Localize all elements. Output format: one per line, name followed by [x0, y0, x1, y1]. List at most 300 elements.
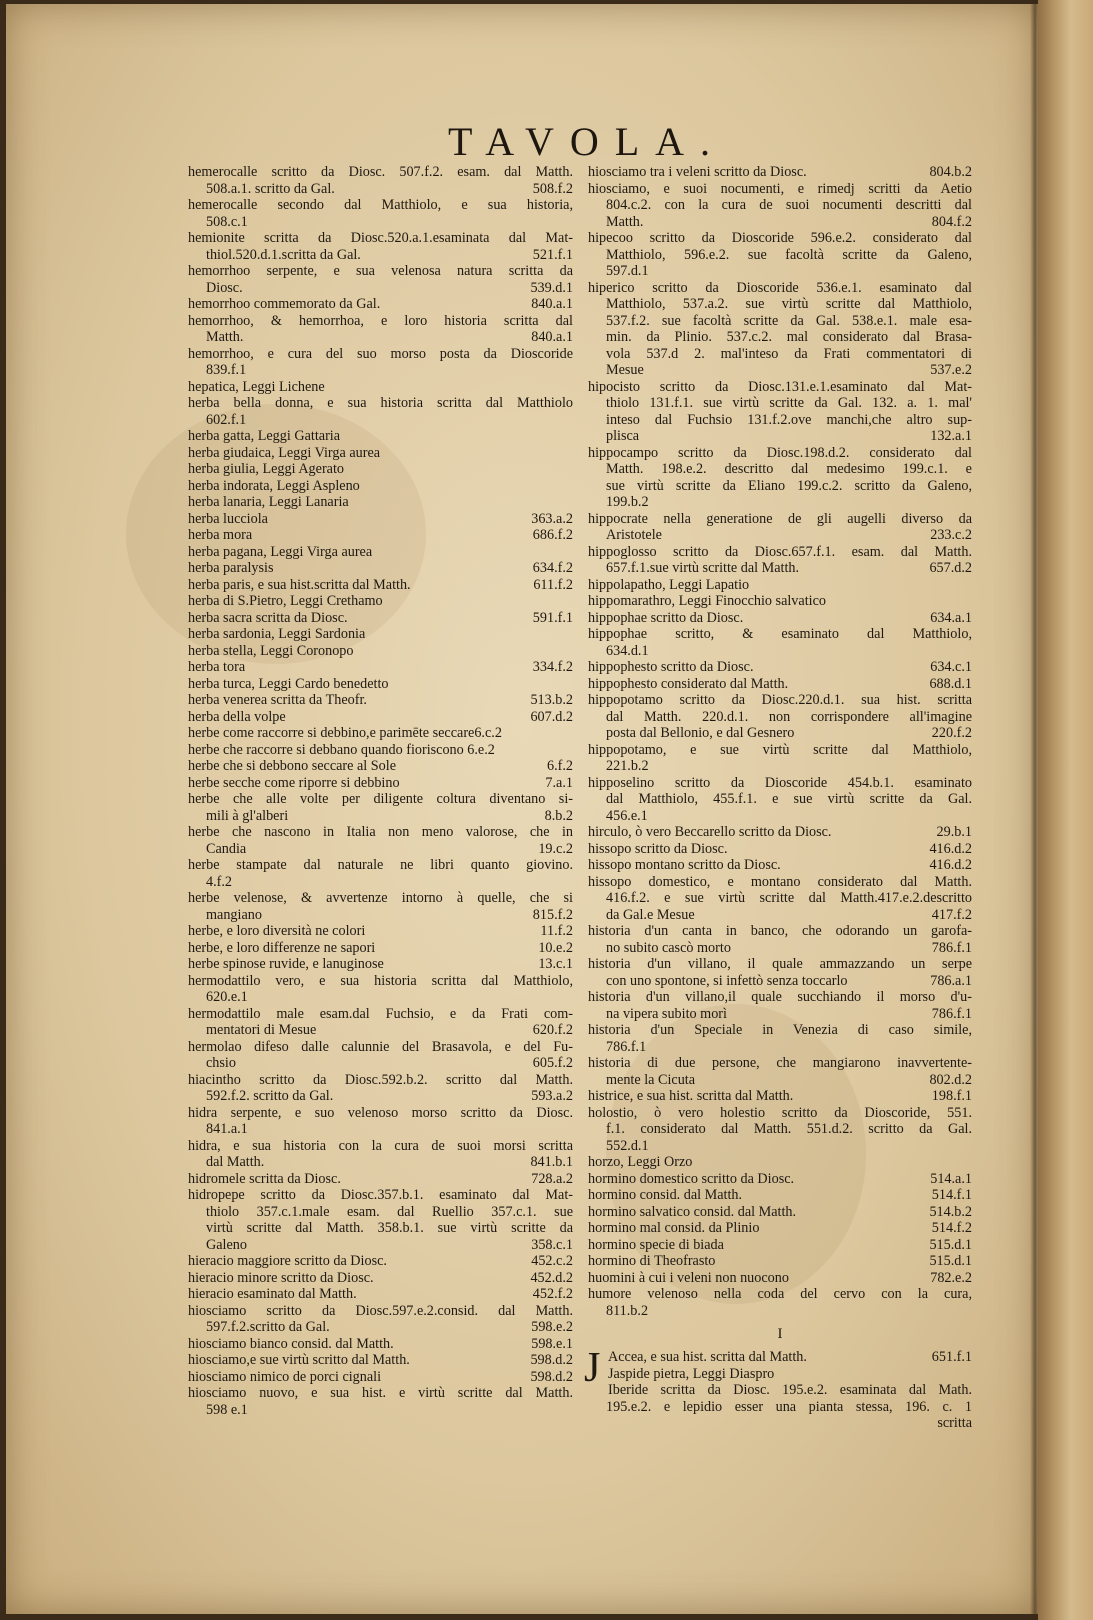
entry-text: 841.a.1	[206, 1121, 248, 1137]
index-entry	[588, 1270, 972, 1287]
entry-text: 634.d.1	[606, 642, 649, 659]
entry-line	[188, 296, 573, 313]
index-entry	[188, 791, 573, 824]
entry-line	[188, 181, 573, 198]
page-reference: 513.b.2	[530, 692, 573, 708]
entry-text: historia d'un Speciale in Venezia di caso simile,	[588, 1022, 972, 1038]
entry-text: Matth.	[606, 213, 644, 230]
index-entry	[588, 230, 972, 280]
entry-line	[588, 280, 972, 297]
entry-text: hieracio esaminato dal Matth.	[188, 1286, 357, 1302]
entry-text: thiolo 357.c.1.male esam. dal Ruellio 357.c.1. sue	[206, 1203, 573, 1220]
index-entry	[588, 610, 972, 627]
page-reference: 537.e.2	[930, 362, 972, 378]
entry-line	[188, 280, 573, 297]
entry-text: 597.f.2.scritto da Gal.	[206, 1319, 330, 1335]
entry-text: hippolapatho, Leggi Lapatio	[588, 576, 750, 593]
page-reference: 651.f.1	[931, 1349, 972, 1365]
entry-line	[188, 544, 573, 561]
index-entry	[588, 1105, 972, 1155]
entry-line	[588, 412, 972, 429]
index-entry	[188, 923, 573, 940]
entry-line	[188, 1187, 573, 1204]
index-entry	[188, 857, 573, 890]
entry-text: hippopotamo, e sue virtù scritte dal Matthiolo,	[588, 741, 972, 758]
entry-line	[588, 445, 972, 462]
entry-line	[188, 1088, 573, 1105]
entry-line	[588, 725, 972, 742]
index-entry	[188, 527, 573, 544]
page-reference: 786.a.1	[930, 972, 972, 989]
entry-line	[188, 824, 573, 841]
index-entry	[588, 593, 972, 610]
entry-line	[188, 1336, 573, 1353]
entry-line	[188, 841, 573, 858]
entry-text: 657.f.1.sue virtù scritte dal Matth.	[606, 560, 800, 576]
index-entry	[188, 1138, 573, 1171]
index-entry	[588, 445, 972, 511]
entry-text: mentatori di Mesue	[206, 1022, 317, 1038]
entry-text: hipecoo scritto da Dioscoride 596.e.2. considerato dal	[588, 230, 972, 246]
page-reference: 452.c.2	[531, 1253, 573, 1269]
entry-line	[188, 1270, 573, 1287]
entry-line	[588, 1253, 972, 1270]
page-reference: 591.f.1	[532, 609, 573, 626]
entry-text: 839.f.1	[206, 362, 247, 378]
index-entry	[588, 1237, 972, 1254]
entry-text: hippocrate nella generatione de gli augelli diverso da	[588, 510, 972, 527]
entry-line	[188, 956, 573, 973]
entry-line	[188, 610, 573, 627]
index-entry	[188, 692, 573, 709]
entry-text: hormino domestico scritto da Diosc.	[588, 1170, 795, 1187]
entry-line	[588, 940, 972, 957]
entry-line	[188, 346, 573, 363]
index-entry	[588, 841, 972, 858]
index-entry	[188, 610, 573, 627]
entry-text: hissopo montano scritto da Diosc.	[588, 857, 781, 873]
entry-line	[188, 313, 573, 330]
entry-line	[188, 1138, 573, 1155]
entry-text: thiol.520.d.1.scritta da Gal.	[206, 246, 361, 263]
index-entry	[588, 1220, 972, 1237]
index-entry	[588, 544, 972, 577]
entry-text: Matthiolo, 596.e.2. sue facoltà scritte da Galeno,	[606, 246, 972, 263]
entry-text: herba stella, Leggi Coronopo	[188, 642, 354, 659]
entry-line	[588, 263, 972, 280]
page-reference: 19.c.2	[538, 840, 573, 857]
page-reference: 611.f.2	[533, 576, 573, 593]
entry-line	[188, 742, 573, 759]
index-entry	[588, 280, 972, 379]
entry-text: min. da Plinio. 537.c.2. mal considerato dal Brasa-	[606, 329, 972, 345]
entry-text: herbe, e loro differenze ne sapori	[188, 939, 376, 956]
entry-text: 537.f.2. sue facoltà scritte da Gal. 538.e.1. male esa-	[606, 312, 972, 329]
index-entry	[188, 725, 573, 742]
page-reference: 10.e.2	[538, 939, 573, 956]
entry-line	[588, 1399, 972, 1416]
entry-text: da Gal.e Mesue	[606, 906, 695, 923]
entry-text: chsio	[206, 1055, 236, 1071]
page-reference: 688.d.1	[929, 675, 972, 692]
entry-line	[588, 791, 972, 808]
index-entry	[188, 1006, 573, 1039]
entry-line	[588, 758, 972, 775]
index-entry	[188, 1171, 573, 1188]
entry-line	[188, 329, 573, 346]
index-entry	[588, 956, 972, 989]
index-entry	[188, 379, 573, 396]
entry-text: inteso dal Fuchsio 131.f.2.ove manchi,che altro sup-	[606, 411, 972, 428]
entry-line	[188, 1319, 573, 1336]
drop-cap-initial: J	[584, 1345, 601, 1391]
page-reference: 417.f.2	[931, 906, 972, 923]
index-entry	[188, 577, 573, 594]
facing-page-edge	[1038, 0, 1093, 1620]
entry-line	[188, 1055, 573, 1072]
entry-text: hippophae scritto da Diosc.	[588, 609, 744, 626]
entry-text: hermolao difeso dalle calunnie del Brasavola, e del Fu-	[188, 1038, 573, 1055]
entry-line	[188, 808, 573, 825]
entry-line	[188, 791, 573, 808]
page-reference: 29.b.1	[936, 824, 972, 840]
index-column-right	[584, 164, 972, 1432]
entry-line	[188, 461, 573, 478]
page-reference: 7.a.1	[545, 774, 573, 791]
entry-text: herbe che raccorre si debbano quando fioriscono 6.e.2	[188, 741, 495, 758]
entry-line	[588, 923, 972, 940]
page-reference: 607.d.2	[530, 708, 573, 725]
entry-text: herbe stampate dal naturale ne libri quanto giovino.	[188, 857, 573, 873]
page-reference: 657.d.2	[929, 560, 972, 576]
entry-text: hormino specie di biada	[588, 1236, 724, 1253]
entry-text: herba sacra scritta da Diosc.	[188, 609, 348, 626]
entry-line	[188, 395, 573, 412]
index-entry	[588, 775, 972, 825]
entry-text: Diosc.	[206, 279, 243, 296]
entry-line	[188, 1220, 573, 1237]
entry-text: hiosciamo bianco consid. dal Matth.	[188, 1335, 394, 1352]
entry-line	[588, 461, 972, 478]
entry-line	[188, 1006, 573, 1023]
index-entry	[188, 478, 573, 495]
entry-line	[188, 164, 573, 181]
entry-text: histrice, e sua hist. scritta dal Matth.	[588, 1088, 794, 1104]
entry-line	[588, 1138, 972, 1155]
entry-line	[188, 1253, 573, 1270]
page-reference: 598.e.1	[531, 1335, 573, 1352]
entry-text: hippopotamo scritto da Diosc.220.d.1. sua hist. scritta	[588, 692, 972, 708]
entry-text: hieracio minore scritto da Diosc.	[188, 1269, 374, 1286]
entry-line	[588, 989, 972, 1006]
entry-text: hipocisto scritto da Diosc.131.e.1.esaminato dal Mat-	[588, 378, 972, 395]
page-reference: 786.f.1	[931, 1005, 972, 1022]
entry-line	[188, 593, 573, 610]
entry-line	[188, 511, 573, 528]
entry-line	[188, 577, 573, 594]
entry-line	[188, 940, 573, 957]
entry-line	[188, 758, 573, 775]
index-entry	[188, 593, 573, 610]
index-column-left	[188, 164, 573, 1418]
entry-line	[188, 725, 573, 742]
entry-text: Matth. 198.e.2. descritto dal medesimo 199.c.1. e	[606, 461, 972, 477]
entry-text: herba sardonia, Leggi Sardonia	[188, 626, 366, 642]
index-entry	[188, 544, 573, 561]
entry-text: Iberide scritta da Diosc. 195.e.2. esaminata dal Math.	[608, 1382, 972, 1398]
entry-text: herbe come raccorre si debbino,e parimēte seccare6.c.2	[188, 725, 502, 741]
entry-line	[588, 907, 972, 924]
entry-line	[188, 560, 573, 577]
entry-line	[588, 824, 972, 841]
entry-line	[188, 1022, 573, 1039]
entry-line	[588, 841, 972, 858]
page-reference: 515.d.1	[929, 1236, 972, 1253]
entry-text: herbe spinose ruvide, e lanuginose	[188, 956, 384, 972]
entry-line	[188, 857, 573, 874]
entry-line	[188, 692, 573, 709]
entry-text: herba gatta, Leggi Gattaria	[188, 428, 341, 444]
entry-text: 592.f.2. scritto da Gal.	[206, 1088, 334, 1104]
entry-text: herba venerea scritta da Theofr.	[188, 692, 367, 708]
page-reference: 786.f.1	[931, 939, 972, 956]
entry-line	[588, 1237, 972, 1254]
entry-line	[588, 511, 972, 528]
entry-line	[588, 346, 972, 363]
index-entry	[188, 197, 573, 230]
index-entry	[588, 1253, 972, 1270]
index-entry	[188, 940, 573, 957]
entry-line	[588, 527, 972, 544]
index-entry	[188, 1336, 573, 1353]
entry-line	[588, 1220, 972, 1237]
entry-text: humore velenoso nella coda del cervo con la cura,	[588, 1286, 972, 1302]
entry-line	[188, 1237, 573, 1254]
entry-line	[588, 692, 972, 709]
page-reference: 782.e.2	[930, 1269, 972, 1286]
entry-line	[588, 1286, 972, 1303]
index-entry	[188, 313, 573, 346]
page-reference: 6.f.2	[546, 758, 573, 774]
page-reference: 358.c.1	[531, 1236, 573, 1253]
entry-line	[588, 643, 972, 660]
entry-line	[588, 428, 972, 445]
index-entry	[588, 577, 972, 594]
entry-line	[588, 659, 972, 676]
page-reference: 521.f.1	[532, 246, 573, 263]
entry-text: 598 e.1	[206, 1401, 248, 1418]
entry-text: 602.f.1	[206, 411, 247, 428]
index-entry	[588, 1382, 972, 1431]
entry-line	[608, 1382, 972, 1399]
index-entry	[188, 890, 573, 923]
entry-line	[588, 956, 972, 973]
entry-text: Candia	[206, 840, 247, 857]
entry-line	[188, 214, 573, 231]
index-entry	[588, 692, 972, 742]
index-entry	[188, 511, 573, 528]
entry-text: Galeno	[206, 1236, 247, 1253]
entry-text: hippophesto considerato dal Matth.	[588, 675, 789, 692]
entry-text: herba lanaria, Leggi Lanaria	[188, 494, 349, 510]
page-reference: 598.d.2	[530, 1352, 573, 1368]
page-reference: 539.d.1	[530, 279, 573, 296]
index-entry	[188, 560, 573, 577]
entry-text: herba turca, Leggi Cardo benedetto	[188, 675, 389, 692]
page-reference: 514.a.1	[930, 1170, 972, 1187]
entry-line	[588, 1204, 972, 1221]
entry-text: hemerocalle scritto da Diosc. 507.f.2. esam. dal Matth.	[188, 164, 573, 180]
entry-text: hissopo domestico, e montano considerato dal Matth.	[588, 873, 972, 890]
page-reference: 416.d.2	[929, 840, 972, 857]
page-reference: 452.f.2	[532, 1286, 573, 1302]
index-entry	[588, 874, 972, 924]
entry-text: herba della volpe	[188, 708, 286, 725]
entry-text: herba paris, e sua hist.scritta dal Matth.	[188, 576, 411, 593]
entry-line	[188, 1121, 573, 1138]
entry-text: hiosciamo nuovo, e sua hist. e virtù scritte dal Matth.	[188, 1385, 573, 1401]
index-entry	[188, 676, 573, 693]
entry-line	[588, 544, 972, 561]
index-entry	[188, 956, 573, 973]
entry-line	[188, 989, 573, 1006]
entry-text: hiosciamo scritto da Diosc.597.e.2.consid. dal Matth.	[188, 1302, 573, 1319]
entry-line	[588, 313, 972, 330]
page-reference: 804.b.2	[929, 164, 972, 180]
entry-line	[588, 1055, 972, 1072]
entry-text: sue virtù scritte da Eliano 199.c.2. scritto da Galeno,	[606, 477, 972, 494]
entry-line	[588, 1349, 972, 1366]
entry-line	[588, 593, 972, 610]
index-entry	[588, 1204, 972, 1221]
index-entry	[188, 775, 573, 792]
entry-line	[588, 1088, 972, 1105]
entry-line	[588, 1121, 972, 1138]
entry-text: 199.b.2	[606, 494, 649, 510]
entry-line	[188, 1402, 573, 1419]
page-reference: 686.f.2	[532, 527, 573, 543]
entry-text: 597.d.1	[606, 263, 649, 279]
entry-line	[188, 659, 573, 676]
page-reference: 840.a.1	[531, 329, 573, 345]
index-entry	[188, 1253, 573, 1270]
index-entry	[188, 626, 573, 643]
index-entry	[588, 676, 972, 693]
entry-line	[188, 907, 573, 924]
index-entry	[188, 1187, 573, 1253]
index-entry	[588, 1154, 972, 1171]
index-entry	[188, 395, 573, 428]
entry-text: thiolo 131.f.1. sue virtù scritte da Gal. 132. a. 1. mal'	[606, 395, 972, 411]
entry-line	[588, 1072, 972, 1089]
entry-text: hiosciamo, e suoi nocumenti, e rimedj scritti da Aetio	[588, 180, 972, 197]
entry-text: plisca	[606, 428, 640, 444]
entry-line	[188, 1385, 573, 1402]
index-entry	[188, 1072, 573, 1105]
index-entry	[588, 659, 972, 676]
entry-line	[188, 626, 573, 643]
page-reference: 620.f.2	[532, 1022, 573, 1038]
index-entry	[188, 1369, 573, 1386]
page-reference: 605.f.2	[532, 1055, 573, 1071]
entry-line	[188, 263, 573, 280]
index-entry	[188, 230, 573, 263]
page-reference: 634.a.1	[930, 609, 972, 626]
entry-text: holostio, ò vero holestio scritto da Dioscoride, 551.	[588, 1104, 972, 1121]
entry-line	[588, 1187, 972, 1204]
entry-text: Matthiolo, 537.a.2. sue virtù scritte dal Matthiolo,	[606, 296, 972, 312]
entry-line	[188, 890, 573, 907]
entry-line	[188, 1303, 573, 1320]
entry-text: no subito cascò morto	[606, 939, 731, 956]
entry-text: hippocampo scritto da Diosc.198.d.2. considerato dal	[588, 444, 972, 461]
index-entry	[588, 1366, 972, 1383]
entry-line	[588, 379, 972, 396]
entry-line	[588, 1154, 972, 1171]
entry-line	[188, 230, 573, 247]
entry-line	[588, 1171, 972, 1188]
entry-text: herbe, e loro diversità ne colori	[188, 923, 366, 939]
entry-text: herba lucciola	[188, 510, 268, 527]
entry-text: hissopo scritto da Diosc.	[588, 840, 728, 857]
entry-text: herba pagana, Leggi Virga aurea	[188, 543, 373, 560]
entry-text: dal Matth. 220.d.1. non corrispondere all'imagine	[606, 708, 972, 725]
page-reference: 220.f.2	[931, 725, 972, 741]
page-reference: 728.a.2	[531, 1170, 573, 1187]
entry-text: hirculo, ò vero Beccarello scritto da Diosc.	[588, 824, 832, 840]
entry-line	[588, 874, 972, 891]
index-entry	[588, 1171, 972, 1188]
entry-line	[588, 214, 972, 231]
index-entry	[188, 643, 573, 660]
page-reference: 363.a.2	[531, 510, 573, 527]
index-entry	[188, 742, 573, 759]
page-reference: scritta	[937, 1415, 972, 1431]
index-entry	[588, 1349, 972, 1366]
entry-line	[188, 494, 573, 511]
entry-text: hipposelino scritto da Dioscoride 454.b.1. esaminato	[588, 774, 972, 791]
entry-line	[588, 709, 972, 726]
entry-line	[588, 560, 972, 577]
entry-line	[588, 808, 972, 825]
entry-line	[188, 643, 573, 660]
entry-text: mangiano	[206, 906, 262, 923]
entry-line	[588, 626, 972, 643]
index-entry	[588, 1187, 972, 1204]
entry-text: historia di due persone, che mangiarono inavvertente-	[588, 1055, 972, 1071]
entry-line	[188, 775, 573, 792]
page-header: TAVOLA.	[448, 119, 727, 164]
entry-text: herbe che si debbono seccare al Sole	[188, 758, 396, 774]
entry-text: herba bella donna, e sua historia scritta dal Matthiolo	[188, 395, 573, 411]
index-entry	[188, 824, 573, 857]
index-entry	[588, 1055, 972, 1088]
index-entry	[588, 181, 972, 231]
index-entry	[188, 494, 573, 511]
entry-text: vola 537.d 2. mal'inteso da Frati commentatori di	[606, 345, 972, 362]
index-entry	[188, 263, 573, 296]
entry-line	[188, 1105, 573, 1122]
entry-text: hidromele scritta da Diosc.	[188, 1170, 341, 1187]
index-entry	[188, 1286, 573, 1303]
entry-line	[188, 1154, 573, 1171]
entry-text: mili à gl'alberi	[206, 807, 289, 824]
entry-text: 4.f.2	[206, 873, 233, 890]
entry-line	[188, 247, 573, 264]
page-reference: 8.b.2	[544, 807, 573, 824]
entry-line	[188, 1204, 573, 1221]
entry-line	[188, 1286, 573, 1303]
